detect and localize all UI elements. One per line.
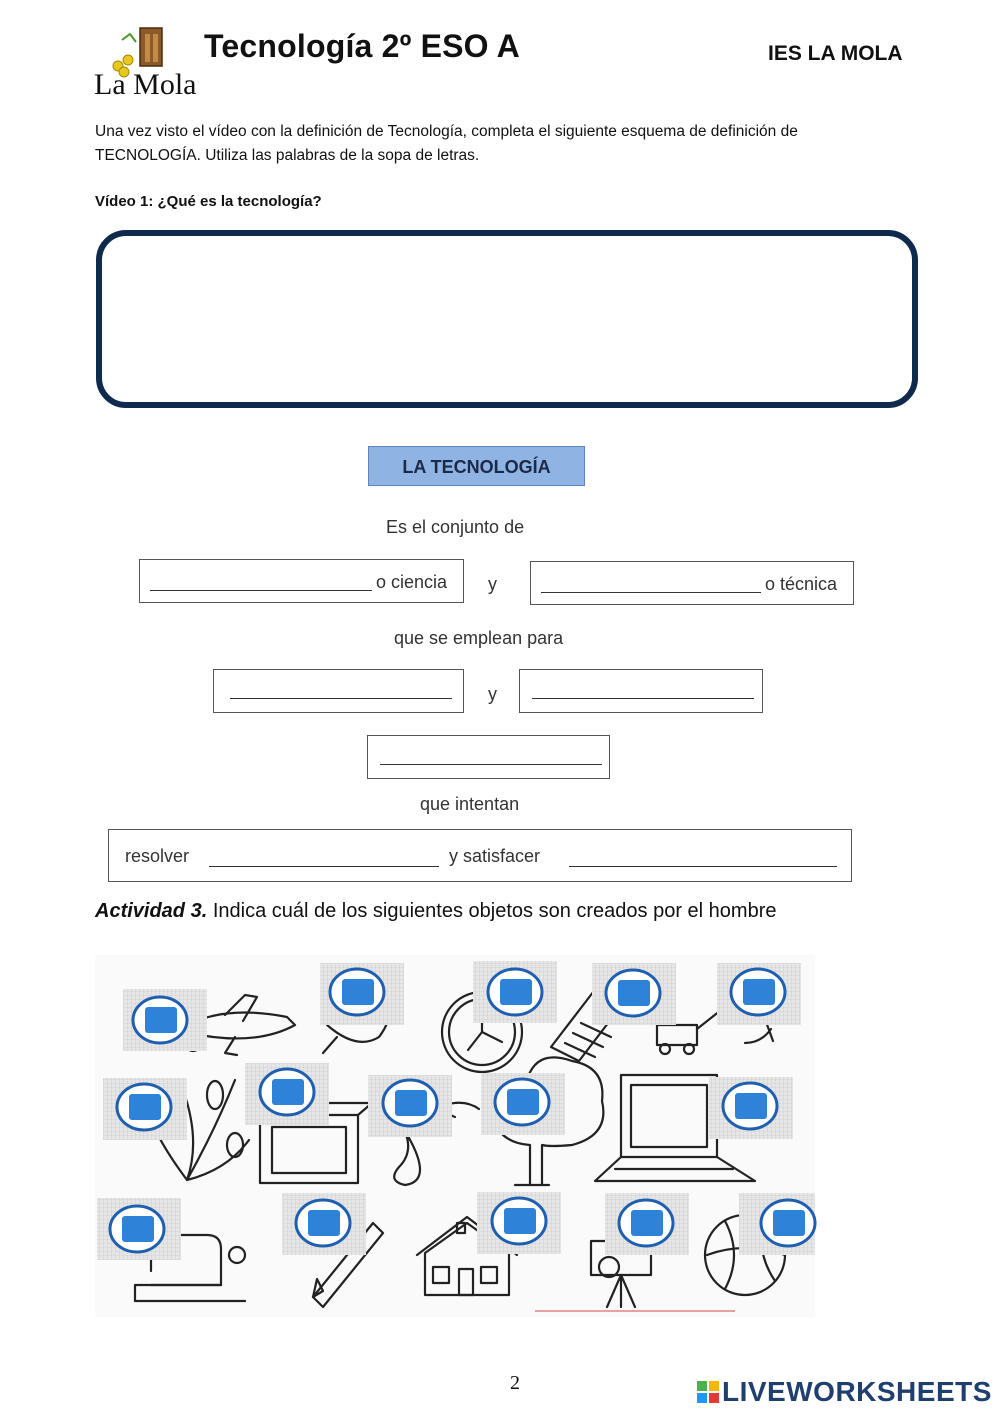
objects-picture (95, 955, 815, 1317)
marker-faucet[interactable] (368, 1075, 452, 1137)
instructions-line-2: TECNOLOGÍA. Utiliza las palabras de la sopa de letras. (95, 147, 480, 164)
liveworksheets-brand: LIVEWORKSHEETS (722, 1376, 992, 1407)
diagram-intro-text: Es el conjunto de (386, 517, 525, 537)
marker-camera[interactable] (605, 1193, 689, 1255)
activity-3-text: Indica cuál de los siguientes objetos son creados por el hombre (207, 900, 777, 922)
liveworksheets-logo-icon (697, 1381, 719, 1403)
video-label: Vídeo 1: ¿Qué es la tecnología? (95, 193, 322, 210)
marker-stove[interactable] (245, 1063, 329, 1125)
diagram-try-to-text: que intentan (420, 794, 520, 814)
marker-house[interactable] (477, 1192, 561, 1254)
marker-ball[interactable] (739, 1193, 815, 1255)
connector-y: y (488, 574, 497, 594)
answer-line (532, 698, 754, 699)
answer-box-design[interactable] (213, 669, 464, 713)
activity-3-label: Actividad 3. (95, 900, 208, 922)
answer-line (230, 698, 452, 699)
logo-text: La Mola (94, 68, 197, 101)
answer-box-science[interactable] (139, 559, 464, 603)
marker-bird[interactable] (320, 963, 404, 1025)
diagram-title: LA TECNOLOGÍA (368, 446, 585, 486)
marker-excavator[interactable] (717, 963, 801, 1025)
school-logo (92, 26, 197, 101)
answer-line (541, 592, 761, 593)
activity-3-prompt (95, 900, 777, 923)
instructions (95, 120, 935, 168)
marker-calculator[interactable] (592, 963, 676, 1025)
box-suffix-ciencia: o ciencia (376, 572, 448, 592)
page-number: 2 (510, 1372, 520, 1394)
box-suffix-tecnica: o técnica (765, 574, 838, 594)
marker-clock[interactable] (473, 961, 557, 1023)
answer-line (150, 590, 372, 591)
marker-pencil[interactable] (282, 1193, 366, 1255)
video-player-area[interactable] (96, 230, 918, 408)
answer-line (380, 764, 602, 765)
answer-box-objects[interactable] (367, 735, 610, 779)
marker-plant[interactable] (103, 1078, 187, 1140)
answer-box-problems-needs[interactable] (108, 829, 852, 882)
marker-sewing-machine[interactable] (97, 1198, 181, 1260)
answer-line-needs (569, 866, 837, 867)
marker-laptop[interactable] (709, 1077, 793, 1139)
answer-box-build[interactable] (519, 669, 763, 713)
instructions-line-1: Una vez visto el vídeo con la definición de Tecnología, completa el siguiente esquema de definición de (95, 123, 798, 140)
satisfy-label: y satisfacer (449, 846, 541, 866)
page-title: Tecnología 2º ESO A (204, 28, 520, 64)
connector-y: y (488, 684, 497, 704)
diagram-used-for-text: que se emplean para (394, 628, 564, 648)
marker-airplane[interactable] (123, 989, 207, 1051)
resolve-label: resolver (125, 846, 190, 866)
answer-line-problems (209, 866, 439, 867)
marker-tree[interactable] (481, 1073, 565, 1135)
answer-box-technique[interactable] (530, 561, 854, 605)
school-name: IES LA MOLA (768, 42, 903, 65)
